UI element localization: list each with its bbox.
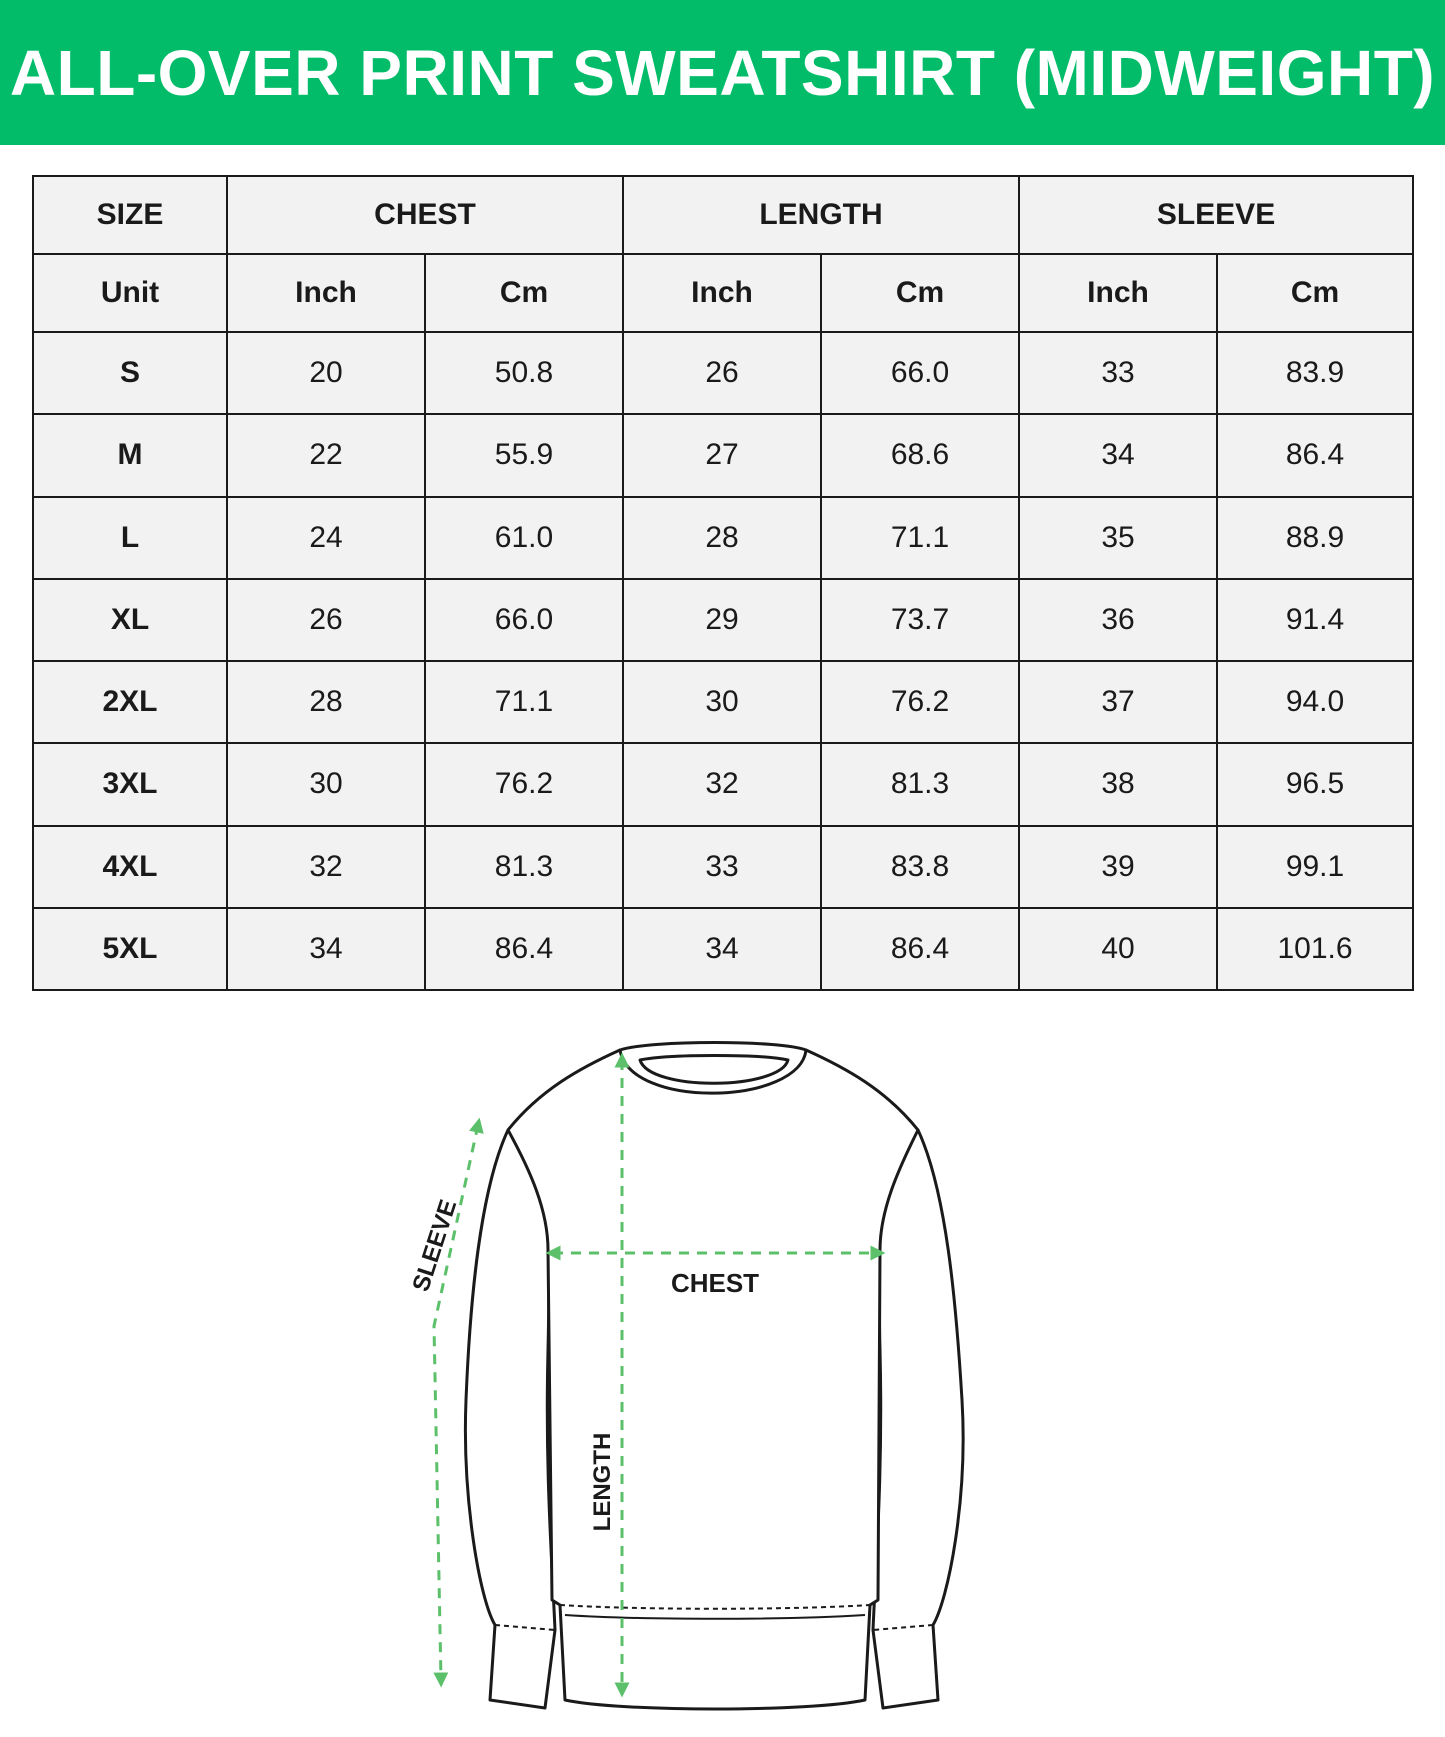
sleeve-cm-cell: 101.6 <box>1217 908 1413 990</box>
title-banner <box>0 0 1445 145</box>
size-header: SIZE <box>33 176 227 254</box>
length-cm-cell: 71.1 <box>821 497 1019 579</box>
sleeve-in-cell: 33 <box>1019 332 1217 414</box>
unit-label: Unit <box>33 254 227 332</box>
table-row <box>33 332 1413 414</box>
length-cm-cell: 73.7 <box>821 579 1019 661</box>
chest-cm-cell: 55.9 <box>425 414 623 496</box>
chest-header: CHEST <box>227 176 623 254</box>
sleeve-cm-cell: 88.9 <box>1217 497 1413 579</box>
chest-in-cell: 28 <box>227 661 425 743</box>
length-inch-header: Inch <box>623 254 821 332</box>
chest-in-cell: 32 <box>227 826 425 908</box>
sleeve-cm-cell: 99.1 <box>1217 826 1413 908</box>
unit-row <box>33 254 1413 332</box>
chest-in-cell: 24 <box>227 497 425 579</box>
sleeve-cm-cell: 86.4 <box>1217 414 1413 496</box>
length-in-cell: 28 <box>623 497 821 579</box>
chest-cm-cell: 86.4 <box>425 908 623 990</box>
size-cell: XL <box>33 579 227 661</box>
size-cell: 5XL <box>33 908 227 990</box>
length-in-cell: 27 <box>623 414 821 496</box>
length-cm-cell: 81.3 <box>821 743 1019 825</box>
size-cell: 3XL <box>33 743 227 825</box>
length-in-cell: 29 <box>623 579 821 661</box>
chest-cm-header: Cm <box>425 254 623 332</box>
table-row <box>33 661 1413 743</box>
size-cell: S <box>33 332 227 414</box>
chest-cm-cell: 81.3 <box>425 826 623 908</box>
chest-cm-cell: 66.0 <box>425 579 623 661</box>
table-row <box>33 743 1413 825</box>
length-in-cell: 26 <box>623 332 821 414</box>
length-in-cell: 30 <box>623 661 821 743</box>
chest-inch-header: Inch <box>227 254 425 332</box>
length-cm-cell: 76.2 <box>821 661 1019 743</box>
sleeve-cm-header: Cm <box>1217 254 1413 332</box>
chest-in-cell: 20 <box>227 332 425 414</box>
size-cell: L <box>33 497 227 579</box>
length-cm-cell: 66.0 <box>821 332 1019 414</box>
sleeve-in-cell: 37 <box>1019 661 1217 743</box>
sweatshirt-outline <box>465 1043 963 1710</box>
chest-in-cell: 26 <box>227 579 425 661</box>
table-row <box>33 826 1413 908</box>
length-cm-cell: 83.8 <box>821 826 1019 908</box>
chest-label: CHEST <box>670 1268 760 1298</box>
length-cm-cell: 68.6 <box>821 414 1019 496</box>
sleeve-in-cell: 36 <box>1019 579 1217 661</box>
sleeve-inch-header: Inch <box>1019 254 1217 332</box>
table-row <box>33 414 1413 496</box>
chest-cm-cell: 61.0 <box>425 497 623 579</box>
chest-cm-cell: 50.8 <box>425 332 623 414</box>
chest-in-cell: 30 <box>227 743 425 825</box>
sleeve-label: SLEEVE <box>407 1196 463 1295</box>
header-row <box>33 176 1413 254</box>
sleeve-in-cell: 40 <box>1019 908 1217 990</box>
size-cell: M <box>33 414 227 496</box>
sleeve-header: SLEEVE <box>1019 176 1413 254</box>
sweatshirt-diagram <box>0 1000 1445 1737</box>
sleeve-in-cell: 38 <box>1019 743 1217 825</box>
sleeve-in-cell: 34 <box>1019 414 1217 496</box>
size-cell: 4XL <box>33 826 227 908</box>
chest-in-cell: 34 <box>227 908 425 990</box>
length-in-cell: 34 <box>623 908 821 990</box>
length-in-cell: 32 <box>623 743 821 825</box>
length-cm-cell: 86.4 <box>821 908 1019 990</box>
table-row <box>33 497 1413 579</box>
length-label: LENGTH <box>589 1432 616 1532</box>
table-row <box>33 908 1413 990</box>
chest-cm-cell: 71.1 <box>425 661 623 743</box>
table-row <box>33 579 1413 661</box>
sleeve-cm-cell: 83.9 <box>1217 332 1413 414</box>
page-title: ALL-OVER PRINT SWEATSHIRT (MIDWEIGHT) <box>9 36 1436 109</box>
sleeve-cm-cell: 94.0 <box>1217 661 1413 743</box>
sleeve-cm-cell: 96.5 <box>1217 743 1413 825</box>
size-chart-table <box>32 175 1414 991</box>
sleeve-in-cell: 35 <box>1019 497 1217 579</box>
sleeve-cm-cell: 91.4 <box>1217 579 1413 661</box>
length-in-cell: 33 <box>623 826 821 908</box>
size-cell: 2XL <box>33 661 227 743</box>
length-cm-header: Cm <box>821 254 1019 332</box>
chest-in-cell: 22 <box>227 414 425 496</box>
sleeve-in-cell: 39 <box>1019 826 1217 908</box>
chest-cm-cell: 76.2 <box>425 743 623 825</box>
length-header: LENGTH <box>623 176 1019 254</box>
